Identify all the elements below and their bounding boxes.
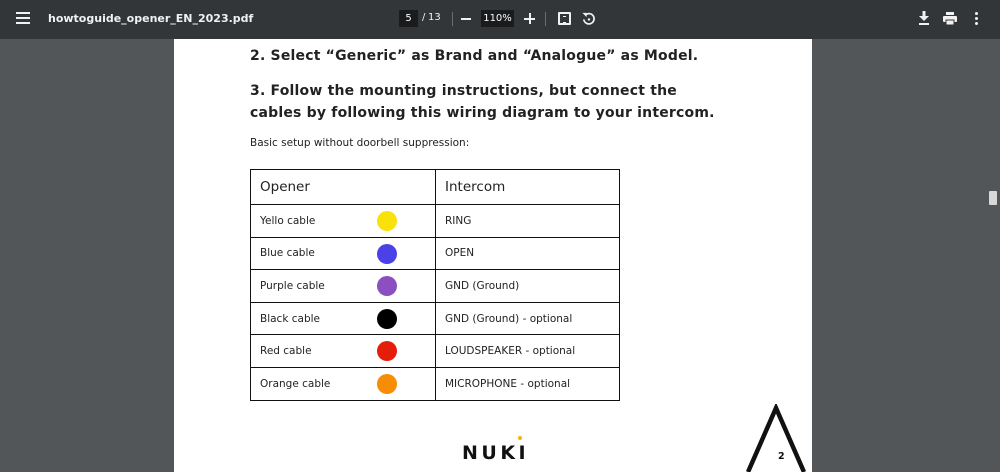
zoom-out-icon[interactable] [461, 18, 471, 20]
cell-connection: GND (Ground) [436, 270, 620, 303]
scrollbar-thumb[interactable] [989, 191, 997, 205]
instruction-step-3: 3. Follow the mounting instructions, but connect the cables by following this wiring diagram to your intercom. [250, 83, 715, 121]
print-icon[interactable] [943, 12, 957, 25]
header-intercom: Intercom [436, 170, 620, 205]
fit-to-page-icon[interactable] [558, 12, 571, 25]
instruction-step-2: 2. Select “Generic” as Brand and “Analogue” as Model. [250, 48, 699, 64]
cell-cable [251, 205, 436, 238]
table-row [251, 237, 620, 270]
cell-cable [251, 302, 436, 335]
header-opener: Opener [251, 170, 436, 205]
cell-connection: MICROPHONE - optional [436, 367, 620, 400]
toolbar-divider [452, 12, 453, 26]
table-row [251, 205, 620, 238]
zoom-in-icon[interactable] [524, 13, 535, 24]
cell-cable [251, 237, 436, 270]
rotate-counterclockwise-icon[interactable] [581, 11, 596, 26]
cell-cable [251, 335, 436, 368]
toolbar-divider [545, 12, 546, 26]
logo-accent-dot [518, 436, 522, 440]
more-vertical-icon[interactable] [974, 12, 978, 26]
page-number: 2 [778, 451, 785, 462]
cell-connection: RING [436, 205, 620, 238]
page-total: 13 [428, 12, 441, 23]
cable-color-swatch [377, 309, 397, 329]
download-icon[interactable] [918, 11, 930, 25]
cable-label: Blue cable [260, 247, 315, 260]
table-row [251, 270, 620, 303]
cable-color-swatch [377, 374, 397, 394]
cable-color-swatch [377, 211, 397, 231]
table-row [251, 367, 620, 400]
pdf-page [174, 39, 812, 472]
cell-connection: GND (Ground) - optional [436, 302, 620, 335]
cable-label: Red cable [260, 345, 312, 358]
vertical-scrollbar[interactable] [986, 39, 1000, 472]
cable-label: Black cable [260, 312, 320, 325]
hamburger-menu-icon[interactable] [16, 12, 30, 24]
table-row [251, 302, 620, 335]
zoom-input[interactable] [481, 10, 514, 27]
page-number-input[interactable] [399, 10, 418, 27]
document-title: howtoguide_opener_EN_2023.pdf [48, 12, 254, 25]
page-separator: / [422, 12, 426, 23]
cell-connection: OPEN [436, 237, 620, 270]
cable-label: Yello cable [260, 214, 316, 227]
setup-subtitle: Basic setup without doorbell suppression: [250, 137, 470, 149]
cell-connection: LOUDSPEAKER - optional [436, 335, 620, 368]
cell-cable [251, 367, 436, 400]
cable-color-swatch [377, 276, 397, 296]
table-header-row [251, 170, 620, 205]
cable-color-swatch [377, 244, 397, 264]
nuki-logo: NUKI [462, 442, 530, 464]
cable-label: Purple cable [260, 279, 325, 292]
table-row [251, 335, 620, 368]
cable-label: Orange cable [260, 377, 331, 390]
triangle-page-mark [746, 404, 806, 472]
pdf-toolbar [0, 0, 1000, 39]
cell-cable [251, 270, 436, 303]
wiring-table [250, 169, 620, 401]
cable-color-swatch [377, 341, 397, 361]
